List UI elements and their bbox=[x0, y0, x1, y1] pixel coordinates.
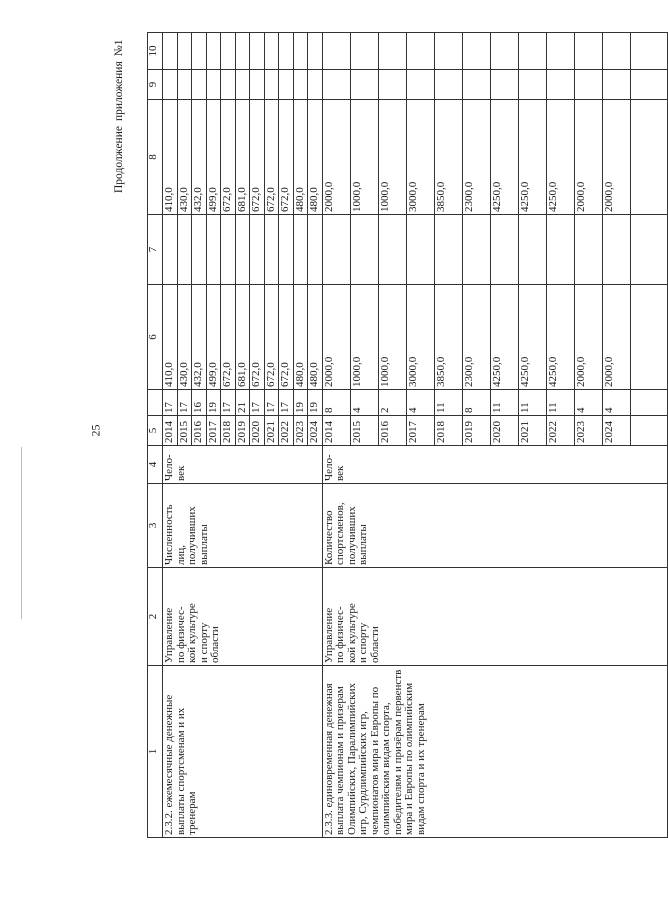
count-cell: 4 bbox=[350, 390, 378, 416]
amount-cell: 2000,0 bbox=[574, 285, 602, 390]
count-cell: 8 bbox=[462, 390, 490, 416]
empty-cell bbox=[177, 33, 192, 70]
empty-cell bbox=[250, 70, 265, 100]
unit-cell: Чело- век bbox=[163, 446, 323, 484]
count-cell: 17 bbox=[250, 390, 265, 416]
year-cell: 2020 bbox=[250, 416, 265, 446]
count-cell: 8 bbox=[322, 390, 350, 416]
count-cell: 2 bbox=[378, 390, 406, 416]
count-cell: 19 bbox=[206, 390, 221, 416]
indicator-cell: Численность лиц, получивших выплаты bbox=[163, 484, 323, 568]
count-cell: 17 bbox=[279, 390, 294, 416]
count-cell: 11 bbox=[434, 390, 462, 416]
empty-cell bbox=[630, 285, 667, 390]
amount-cell: 3000,0 bbox=[406, 100, 434, 215]
amount-cell: 3850,0 bbox=[434, 285, 462, 390]
empty-cell bbox=[378, 215, 406, 285]
empty-cell bbox=[308, 215, 323, 285]
empty-cell bbox=[434, 70, 462, 100]
empty-cell bbox=[221, 70, 236, 100]
empty-cell bbox=[177, 215, 192, 285]
amount-cell: 1000,0 bbox=[378, 285, 406, 390]
year-cell: 2023 bbox=[574, 416, 602, 446]
empty-cell bbox=[163, 215, 178, 285]
column-header: 7 bbox=[148, 215, 163, 285]
amount-cell: 2300,0 bbox=[462, 285, 490, 390]
amount-cell: 410,0 bbox=[163, 285, 178, 390]
empty-cell bbox=[630, 215, 667, 285]
column-header: 5 bbox=[148, 416, 163, 446]
caption-word: Продолжение bbox=[113, 126, 125, 193]
table-frame bbox=[147, 33, 613, 838]
empty-cell bbox=[264, 215, 279, 285]
year-cell: 2021 bbox=[264, 416, 279, 446]
amount-cell: 430,0 bbox=[177, 285, 192, 390]
empty-cell bbox=[630, 416, 667, 446]
empty-cell bbox=[177, 70, 192, 100]
count-cell: 17 bbox=[264, 390, 279, 416]
empty-cell bbox=[308, 33, 323, 70]
count-cell: 17 bbox=[221, 390, 236, 416]
year-cell: 2020 bbox=[490, 416, 518, 446]
executor-cell: Управление по физичес- кой культуре и спорту области bbox=[163, 568, 323, 666]
count-cell: 17 bbox=[163, 390, 178, 416]
amount-cell: 1000,0 bbox=[350, 285, 378, 390]
year-cell: 2015 bbox=[177, 416, 192, 446]
year-cell: 2014 bbox=[163, 416, 178, 446]
empty-cell bbox=[350, 70, 378, 100]
table-row bbox=[322, 33, 350, 838]
empty-cell bbox=[490, 70, 518, 100]
empty-cell bbox=[322, 215, 350, 285]
empty-cell bbox=[308, 70, 323, 100]
empty-cell bbox=[630, 390, 667, 416]
amount-cell: 672,0 bbox=[279, 285, 294, 390]
empty-cell bbox=[462, 70, 490, 100]
empty-cell bbox=[518, 70, 546, 100]
amount-cell: 4250,0 bbox=[546, 285, 574, 390]
empty-cell bbox=[602, 70, 630, 100]
year-cell: 2015 bbox=[350, 416, 378, 446]
empty-cell bbox=[235, 215, 250, 285]
year-cell: 2014 bbox=[322, 416, 350, 446]
column-header: 3 bbox=[148, 484, 163, 568]
column-header: 2 bbox=[148, 568, 163, 666]
empty-cell bbox=[630, 100, 667, 215]
column-header: 4 bbox=[148, 446, 163, 484]
empty-cell bbox=[322, 33, 350, 70]
table-group bbox=[163, 33, 323, 838]
year-cell: 2023 bbox=[293, 416, 308, 446]
empty-cell bbox=[264, 33, 279, 70]
amount-cell: 480,0 bbox=[293, 285, 308, 390]
measure-name: 2.3.2. ежемесячные денежные выплаты спортсменам и их тренерам bbox=[163, 666, 323, 838]
rotated-sheet bbox=[147, 33, 613, 838]
table-row bbox=[163, 33, 178, 838]
count-cell: 4 bbox=[602, 390, 630, 416]
year-cell: 2018 bbox=[434, 416, 462, 446]
amount-cell: 672,0 bbox=[250, 100, 265, 215]
count-cell: 11 bbox=[546, 390, 574, 416]
empty-cell bbox=[546, 33, 574, 70]
empty-cell bbox=[293, 33, 308, 70]
empty-cell bbox=[602, 215, 630, 285]
empty-cell bbox=[630, 33, 667, 70]
empty-cell bbox=[350, 215, 378, 285]
empty-cell bbox=[264, 70, 279, 100]
amount-cell: 672,0 bbox=[279, 100, 294, 215]
empty-cell bbox=[163, 70, 178, 100]
empty-cell bbox=[546, 70, 574, 100]
amount-cell: 3000,0 bbox=[406, 285, 434, 390]
amount-cell: 2000,0 bbox=[574, 100, 602, 215]
year-cell: 2016 bbox=[378, 416, 406, 446]
empty-cell bbox=[250, 33, 265, 70]
column-header: 9 bbox=[148, 70, 163, 100]
year-cell: 2016 bbox=[192, 416, 207, 446]
amount-cell: 672,0 bbox=[250, 285, 265, 390]
amount-cell: 4250,0 bbox=[490, 285, 518, 390]
amount-cell: 672,0 bbox=[221, 100, 236, 215]
column-header: 1 bbox=[148, 666, 163, 838]
empty-cell bbox=[221, 33, 236, 70]
empty-cell bbox=[574, 33, 602, 70]
count-cell: 21 bbox=[235, 390, 250, 416]
empty-cell bbox=[518, 215, 546, 285]
empty-cell bbox=[206, 33, 221, 70]
count-cell: 19 bbox=[293, 390, 308, 416]
count-cell: 4 bbox=[574, 390, 602, 416]
amount-cell: 480,0 bbox=[308, 100, 323, 215]
empty-cell bbox=[406, 70, 434, 100]
empty-cell bbox=[406, 33, 434, 70]
empty-cell bbox=[192, 215, 207, 285]
page-number: 25 bbox=[88, 424, 103, 437]
empty-cell bbox=[378, 33, 406, 70]
empty-cell bbox=[279, 70, 294, 100]
empty-cell bbox=[406, 215, 434, 285]
empty-cell bbox=[192, 33, 207, 70]
program-table bbox=[147, 32, 668, 838]
empty-cell bbox=[462, 215, 490, 285]
continuation-caption bbox=[113, 39, 127, 193]
amount-cell: 681,0 bbox=[235, 100, 250, 215]
amount-cell: 672,0 bbox=[264, 285, 279, 390]
year-cell: 2017 bbox=[406, 416, 434, 446]
empty-cell bbox=[163, 33, 178, 70]
year-cell: 2024 bbox=[602, 416, 630, 446]
amount-cell: 2000,0 bbox=[322, 100, 350, 215]
empty-cell bbox=[518, 33, 546, 70]
amount-cell: 681,0 bbox=[235, 285, 250, 390]
amount-cell: 672,0 bbox=[221, 285, 236, 390]
empty-cell bbox=[574, 215, 602, 285]
empty-cell bbox=[279, 215, 294, 285]
year-cell: 2019 bbox=[462, 416, 490, 446]
table-group bbox=[322, 33, 667, 838]
amount-cell: 432,0 bbox=[192, 100, 207, 215]
amount-cell: 3850,0 bbox=[434, 100, 462, 215]
column-header bbox=[148, 390, 163, 416]
count-cell: 17 bbox=[177, 390, 192, 416]
empty-cell bbox=[221, 215, 236, 285]
empty-cell bbox=[630, 70, 667, 100]
empty-cell bbox=[235, 33, 250, 70]
amount-cell: 1000,0 bbox=[378, 100, 406, 215]
empty-cell bbox=[293, 70, 308, 100]
unit-cell: Чело- век bbox=[322, 446, 667, 484]
empty-cell bbox=[293, 215, 308, 285]
amount-cell: 430,0 bbox=[177, 100, 192, 215]
amount-cell: 4250,0 bbox=[518, 100, 546, 215]
empty-cell bbox=[434, 215, 462, 285]
year-cell: 2017 bbox=[206, 416, 221, 446]
year-cell: 2018 bbox=[221, 416, 236, 446]
empty-cell bbox=[378, 70, 406, 100]
year-cell: 2022 bbox=[546, 416, 574, 446]
caption-word: №1 bbox=[113, 39, 125, 57]
amount-cell: 4250,0 bbox=[518, 285, 546, 390]
year-cell: 2024 bbox=[308, 416, 323, 446]
amount-cell: 499,0 bbox=[206, 100, 221, 215]
amount-cell: 2000,0 bbox=[602, 285, 630, 390]
empty-cell bbox=[192, 70, 207, 100]
empty-cell bbox=[462, 33, 490, 70]
count-cell: 11 bbox=[518, 390, 546, 416]
empty-cell bbox=[235, 70, 250, 100]
amount-cell: 672,0 bbox=[264, 100, 279, 215]
year-cell: 2019 bbox=[235, 416, 250, 446]
empty-cell bbox=[206, 70, 221, 100]
amount-cell: 480,0 bbox=[308, 285, 323, 390]
caption-word: приложения bbox=[113, 61, 125, 122]
empty-cell bbox=[206, 215, 221, 285]
empty-cell bbox=[434, 33, 462, 70]
empty-cell bbox=[490, 33, 518, 70]
amount-cell: 4250,0 bbox=[490, 100, 518, 215]
amount-cell: 2000,0 bbox=[322, 285, 350, 390]
indicator-cell: Количество спортсменов, получивших выплаты bbox=[322, 484, 667, 568]
measure-name: 2.3.3. единовременная денежная выплата чемпионам и призерам Олимпийских, Паралимпийских игр, Сурдлимпийских игр, чемпионатов мира и Европы по олимпийским видам спорта, победителям и призёрам первенств мира и Европы по олимпийским видам спорта и их тренерам bbox=[322, 666, 667, 838]
column-header: 10 bbox=[148, 33, 163, 70]
count-cell: 16 bbox=[192, 390, 207, 416]
empty-cell bbox=[490, 215, 518, 285]
amount-cell: 499,0 bbox=[206, 285, 221, 390]
amount-cell: 4250,0 bbox=[546, 100, 574, 215]
empty-cell bbox=[350, 33, 378, 70]
amount-cell: 1000,0 bbox=[350, 100, 378, 215]
count-cell: 4 bbox=[406, 390, 434, 416]
amount-cell: 2000,0 bbox=[602, 100, 630, 215]
margin-mark bbox=[21, 447, 22, 619]
empty-cell bbox=[574, 70, 602, 100]
year-cell: 2022 bbox=[279, 416, 294, 446]
amount-cell: 480,0 bbox=[293, 100, 308, 215]
amount-cell: 2300,0 bbox=[462, 100, 490, 215]
empty-cell bbox=[602, 33, 630, 70]
count-cell: 19 bbox=[308, 390, 323, 416]
empty-cell bbox=[322, 70, 350, 100]
column-header: 6 bbox=[148, 285, 163, 390]
column-header: 8 bbox=[148, 100, 163, 215]
year-cell: 2021 bbox=[518, 416, 546, 446]
empty-cell bbox=[279, 33, 294, 70]
executor-cell: Управление по физичес- кой культуре и спорту области bbox=[322, 568, 667, 666]
amount-cell: 410,0 bbox=[163, 100, 178, 215]
count-cell: 11 bbox=[490, 390, 518, 416]
header-row bbox=[148, 33, 163, 838]
empty-cell bbox=[250, 215, 265, 285]
amount-cell: 432,0 bbox=[192, 285, 207, 390]
empty-cell bbox=[546, 215, 574, 285]
